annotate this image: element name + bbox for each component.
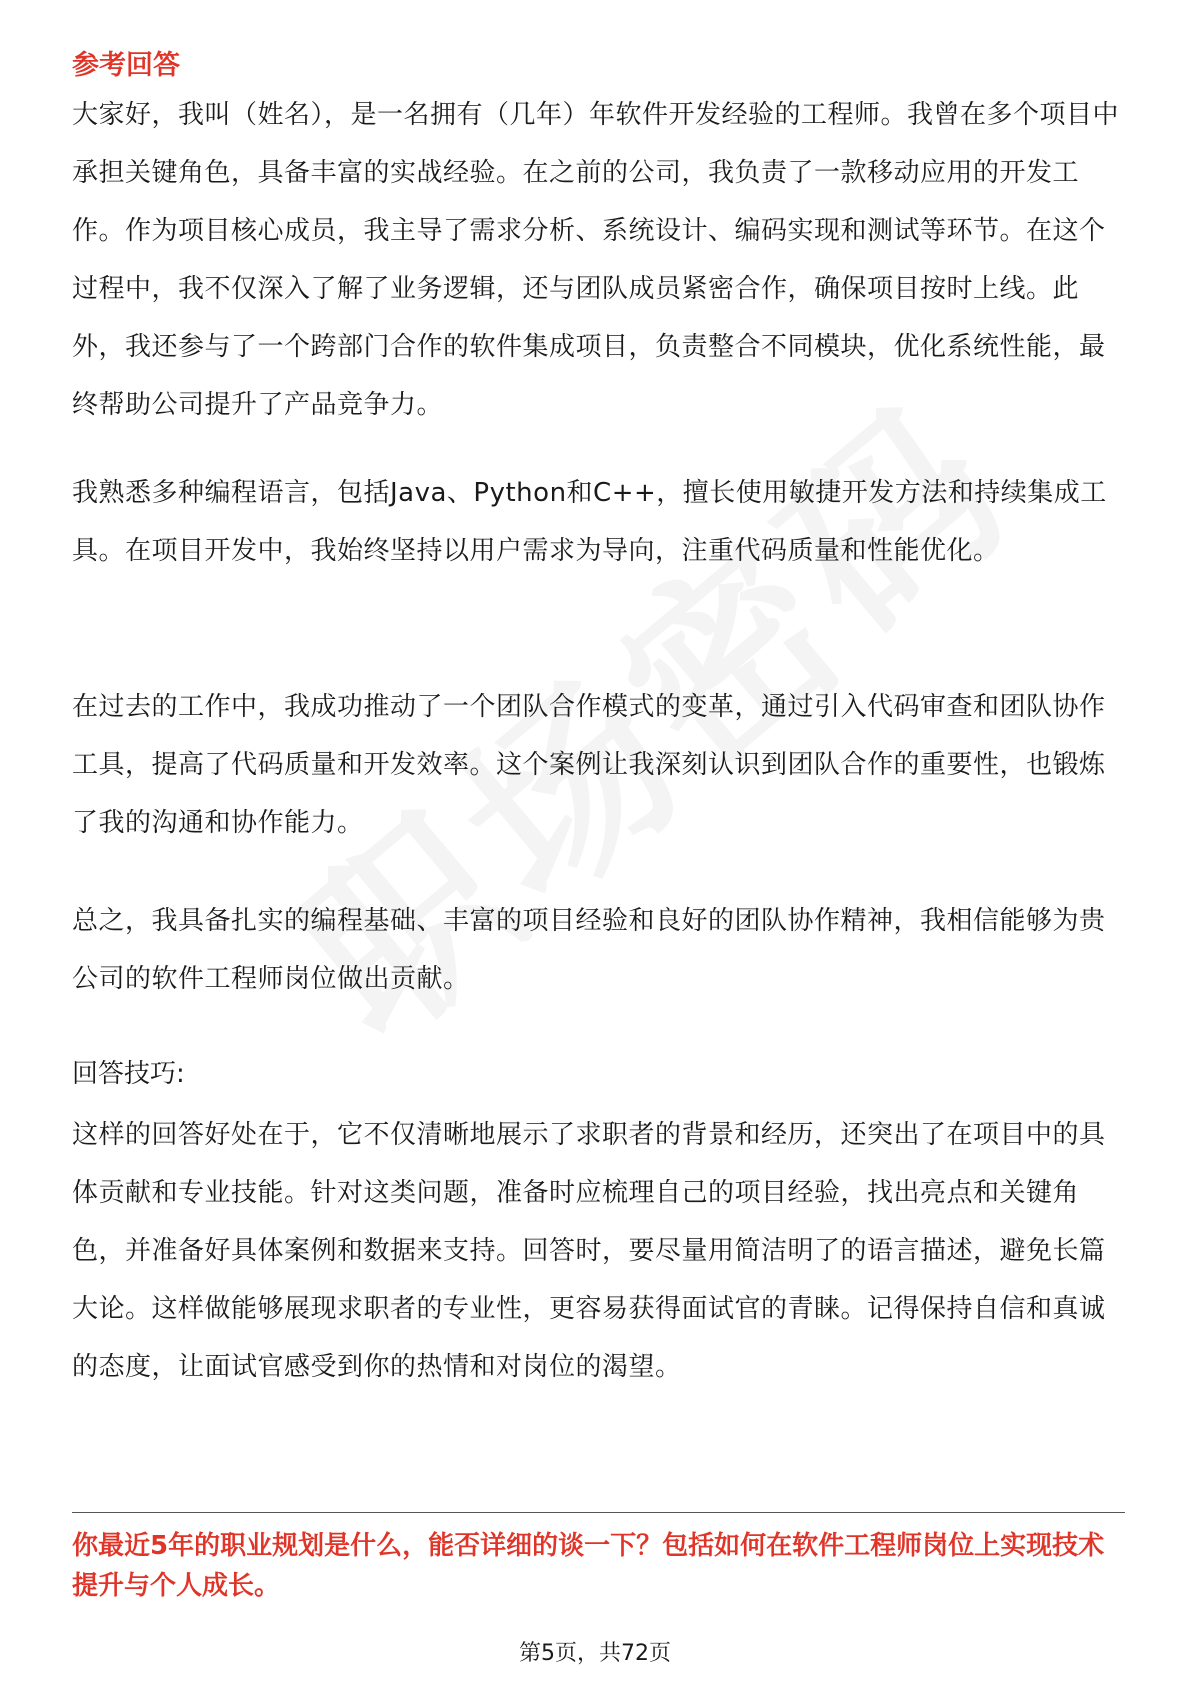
divider (72, 1512, 1125, 1513)
answer-paragraph-2: 我熟悉多种编程语言，包括Java、Python和C++，擅长使用敏捷开发方法和持续集成工具。在项目开发中，我始终坚持以用户需求为导向，注重代码质量和性能优化。 (72, 478, 1107, 566)
next-question: 你最近5年的职业规划是什么，能否详细的谈一下？包括如何在软件工程师岗位上实现技术提升与个人成长。 (72, 1531, 1105, 1601)
answer-paragraph-4: 总之，我具备扎实的编程基础、丰富的项目经验和良好的团队协作精神，我相信能够为贵公司的软件工程师岗位做出贡献。 (72, 906, 1106, 994)
answer-paragraph-1: 大家好，我叫（姓名），是一名拥有（几年）年软件开发经验的工程师。我曾在多个项目中承担关键角色，具备丰富的实战经验。在之前的公司，我负责了一款移动应用的开发工作。作为项目核心成员，我主导了需求分析、系统设计、编码实现和测试等环节。在这个过程中，我不仅深入了解了业务逻辑，还与团队成员紧密合作，确保项目按时上线。此外，我还参与了一个跨部门合作的软件集成项目，负责整合不同模块，优化系统性能，最终帮助公司提升了产品竞争力。 (72, 100, 1120, 420)
reference-answer-heading: 参考回答 (72, 50, 180, 81)
tips-label: 回答技巧: (72, 1059, 185, 1089)
page-footer: 第5页，共72页 (519, 1641, 671, 1666)
tips-paragraph: 这样的回答好处在于，它不仅清晰地展示了求职者的背景和经历，还突出了在项目中的具体贡献和专业技能。针对这类问题，准备时应梳理自己的项目经验，找出亮点和关键角色，并准备好具体案例和数据来支持。回答时，要尽量用简洁明了的语言描述，避免长篇大论。这样做能够展现求职者的专业性，更容易获得面试官的青睐。记得保持自信和真诚的态度，让面试官感受到你的热情和对岗位的渴望。 (72, 1120, 1106, 1382)
answer-paragraph-3: 在过去的工作中，我成功推动了一个团队合作模式的变革，通过引入代码审查和团队协作工具，提高了代码质量和开发效率。这个案例让我深刻认识到团队合作的重要性，也锻炼了我的沟通和协作能力。 (72, 692, 1106, 838)
